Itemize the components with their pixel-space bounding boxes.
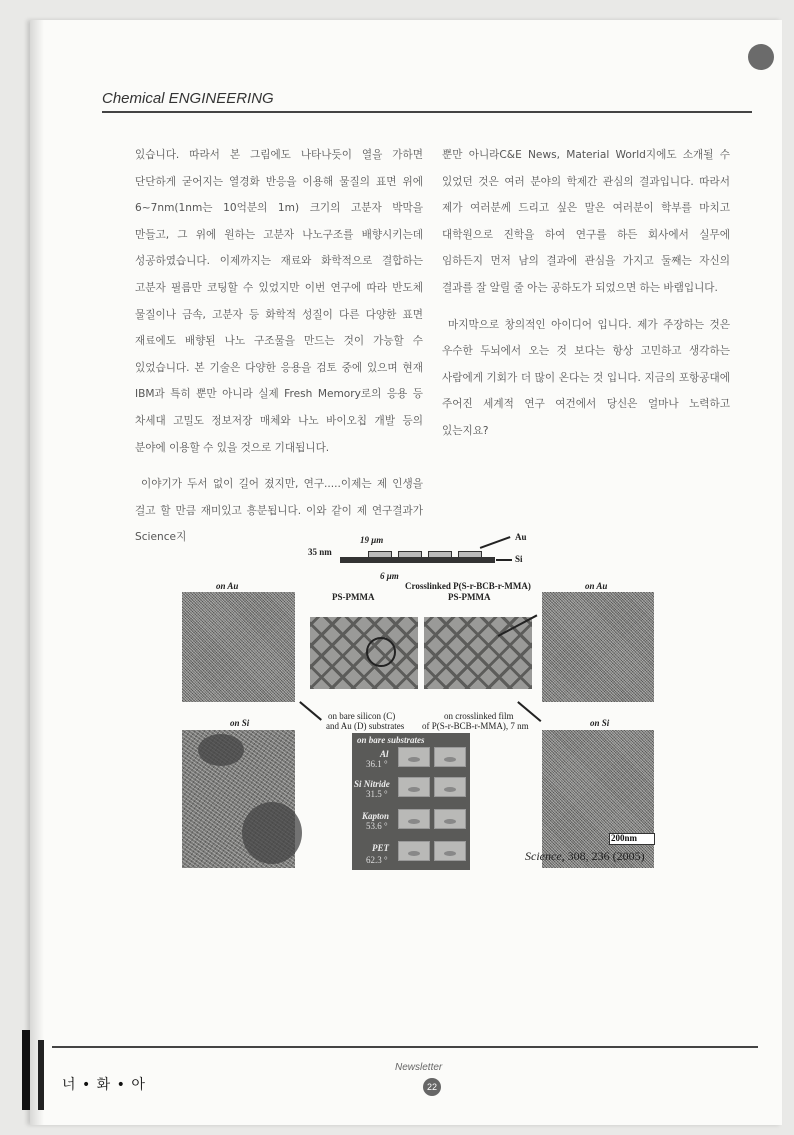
si-left-arrow <box>300 701 322 720</box>
left-paragraph-1: 있습니다. 따라서 본 그림에도 나타나듯이 열을 가하면 단단하게 굳어지는 열경화 반응을 이용해 물질의 표면 위에 6~7nm(1nm는 10억분의 1m) 크기의 고분자 박막을 만들고, 그 위에 원하는 고분자 나노구조를 배향시키는데 성공하였습니다. 이제까지는 재료와 화학적으로 결합하는 고분자 필름만 코팅할 수 있었지만 이번 연구에 따라 반도체 물질이나 금속, 고분자 등 화학적 성질이 다른 다양한 표면 재료에도 배향된 나노 구조물을 만드는 것이 가능할 수 있었습니다. 본 기술은 다양한 응용을 검토 중에 있으며 현재 IBM과 특히 뿐만 아니라 실제 Fresh Memory로의 응용 등 차세대 고밀도 정보저장 매체와 나노 바이오칩 개발 등의 분야에 이용할 수 있을 것으로 기대됩니다. <box>135 149 423 454</box>
figure-citation <box>525 849 645 864</box>
footer-bar <box>22 1030 30 1110</box>
substrate-name-label: Si Nitride <box>354 779 390 789</box>
newsletter-label: Newsletter <box>395 1062 443 1073</box>
caption-left-line1: on bare silicon (C) <box>328 711 396 721</box>
au-pad <box>458 551 482 558</box>
on-au-right-label: on Au <box>585 581 608 591</box>
scale-bar <box>609 833 655 845</box>
page-number: 22 <box>423 1078 441 1096</box>
au-arrow <box>480 536 511 548</box>
on-au-left-label: on Au <box>216 581 239 591</box>
ps-pmma-right-label: PS-PMMA <box>448 592 491 602</box>
caption-right-line1: on crosslinked film <box>444 711 514 721</box>
on-si-left-label: on Si <box>230 718 250 728</box>
si-arrow <box>496 559 512 561</box>
tem-si-left <box>182 730 295 868</box>
au-pad <box>428 551 452 558</box>
substrate-angle-label: 53.6 ° <box>366 821 388 831</box>
au-label: Au <box>515 532 527 542</box>
right-column <box>442 142 730 455</box>
substrate-name-label: Kapton <box>362 811 390 821</box>
dim-6um-label: 6 μm <box>380 571 399 581</box>
si-label: Si <box>515 554 523 564</box>
tem-si-right <box>542 730 654 868</box>
left-paragraph-2: 이야기가 두서 없이 길어 졌지만, 연구.....이제는 제 인생을 걸고 할 만큼 재미있고 흥분됩니다. 이와 같이 제 연구결과가 Science지 <box>135 478 423 544</box>
tem-au-left <box>182 592 295 702</box>
citation-ref: , 308, 236 (2005) <box>561 849 645 863</box>
crosslinked-label: Crosslinked P(S-r-BCB-r-MMA) <box>405 581 531 591</box>
ps-pmma-left-label: PS-PMMA <box>332 592 375 602</box>
dim-35nm-label: 35 nm <box>308 547 332 557</box>
substrate-name-label: Al <box>380 749 389 759</box>
caption-right-line2: of P(S-r-BCB-r-MMA), 7 nm <box>422 721 529 731</box>
left-column <box>135 142 423 561</box>
spine-shadow <box>30 20 44 1125</box>
punch-hole <box>748 44 774 70</box>
substrate-angle-label: 62.3 ° <box>366 855 388 865</box>
dim-19um-label: 19 μm <box>360 535 384 545</box>
header-rule <box>102 111 752 113</box>
bare-substrates-label: on bare substrates <box>357 735 425 745</box>
footer-logo: 너 • 화 • 아 <box>62 1077 146 1093</box>
tem-au-right <box>542 592 654 702</box>
right-paragraph-1: 뿐만 아니라C&E News, Material World지에도 소개될 수 있었던 것은 여러 분야의 학제간 관심의 결과입니다. 따라서 제가 여러분께 드리고 싶은 말은 여러분이 학부를 마치고 대학원으로 진학을 하여 연구를 하든 회사에서 실무에 임하든지 먼저 남의 결과에 관심을 가지고 둘째는 자신의 결과를 잘 알릴 줄 아는 공하도가 되었으면 하는 바램입니다. <box>442 149 730 294</box>
on-si-right-label: on Si <box>590 718 610 728</box>
caption-left-line2: and Au (D) substrates <box>326 721 405 731</box>
si-right-arrow <box>518 701 542 721</box>
substrate-name-label: PET <box>372 843 389 853</box>
figure <box>180 525 660 870</box>
highlight-circle <box>366 637 396 667</box>
pattern-right <box>424 617 532 689</box>
substrate-angle-label: 31.5 ° <box>366 789 388 799</box>
page-header-title: Chemical ENGINEERING <box>102 90 274 107</box>
footer-bar <box>38 1040 44 1110</box>
contact-angle-photo <box>352 733 470 870</box>
citation-journal: Science <box>525 849 562 863</box>
footer-rule <box>52 1046 758 1048</box>
pattern-left <box>310 617 418 689</box>
au-pad <box>398 551 422 558</box>
scale-bar-label: 200nm <box>611 833 638 843</box>
au-pad <box>368 551 392 558</box>
substrate-angle-label: 36.1 ° <box>366 759 388 769</box>
right-paragraph-2: 마지막으로 창의적인 아이디어 입니다. 제가 주장하는 것은 우수한 두뇌에서 오는 것 보다는 항상 고민하고 생각하는 사람에게 기회가 더 많이 온다는 것 입니다. 지금의 포항공대에 주어진 세계적 연구 여건에서 당신은 얼마나 노력하고 있는지요? <box>442 318 730 437</box>
